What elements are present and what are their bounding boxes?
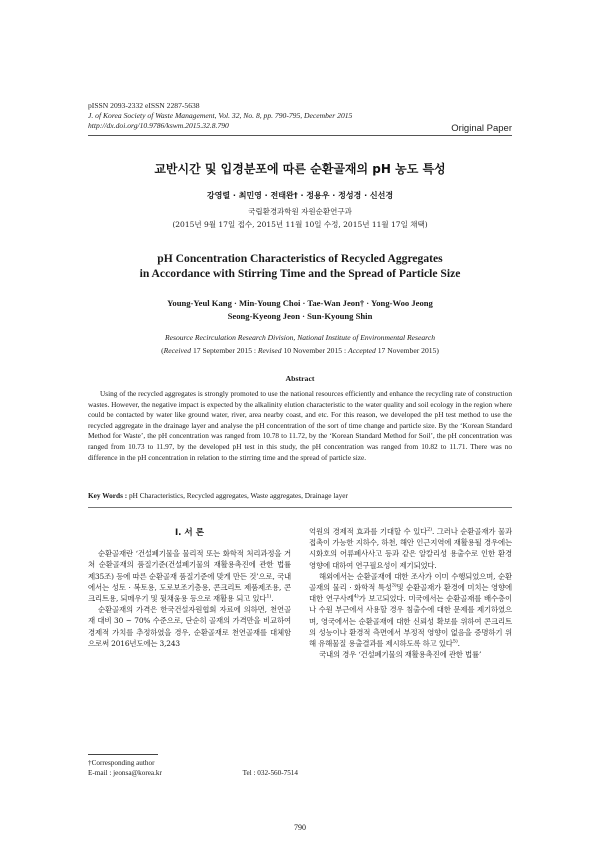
right-p2-text-a: 해외에서는 순환골재에 대한 조사가 이미 수행되었으며, 순환골재의 물리 · 화학적 특성 bbox=[309, 571, 512, 593]
footnote-divider bbox=[88, 754, 158, 755]
right-paragraph-3: 국내의 경우 ‘건설폐기물의 재활용촉진에 관한 법률’ bbox=[319, 650, 482, 660]
reference-5: 5) bbox=[452, 638, 458, 645]
received-date: 17 September 2015 : bbox=[191, 346, 258, 355]
author-email[interactable]: E-mail : jeonsa@korea.kr bbox=[88, 769, 162, 777]
abstract-body: Using of the recycled aggregates is strongly promoted to use the national resources efficiently and enhance the recycling rate of construction wastes. However, the negative impact is expected by the alkalinity elution characteristic to the water quality and soil ecology in the region where could be contacted by water like ground water, river, area nearby coast, and etc. For this reason, we developed the pH test method to use the recycled aggregate in the drainage layer and analyse the pH concentration of the sort of time change and particle size. By the ‘Korean Standard Method for Waste’, the pH concentration was ranged from 10.78 to 11.72, by the ‘Korean Standard Method for Soil’, the pH concentration was ranged from 10.73 to 11.97, by the developed pH test in this study, the pH concentration was ranged from 10.82 to 11.71. There was no difference in the pH concentration in relation to the stirring time and the spread of particle size. bbox=[88, 389, 512, 462]
right-p1-end: . 그러나 순환골재가 물과 접촉이 가능한 지하수, 하천, 해안 인근지역에 재활용될 경우에는 시화호의 어류폐사사고 등과 같은 알칼리성 용출수로 인한 환경영향에 대하여 연구필요성이 제기되었다. bbox=[309, 527, 512, 570]
right-p1-text: 억원의 경제적 효과를 기대할 수 있다 bbox=[309, 527, 428, 536]
journal-citation: J. of Korea Society of Waste Management, Vol. 32, No. 8, pp. 790-795, December 2015 bbox=[88, 111, 353, 120]
footnote bbox=[88, 758, 298, 778]
reference-3: 3) bbox=[391, 582, 397, 589]
korean-title: 교반시간 및 입경분포에 따른 순환골재의 pH 농도 특성 bbox=[154, 162, 446, 176]
reference-4: 4) bbox=[353, 593, 359, 600]
issn: pISSN 2093-2332 eISSN 2287-5638 bbox=[88, 101, 200, 110]
left-column bbox=[88, 526, 291, 649]
author-tel: Tel : 032-560-7514 bbox=[242, 769, 298, 777]
reference-2: 2) bbox=[427, 526, 432, 533]
keywords-label: Key Words : bbox=[88, 491, 128, 500]
corresponding-author: †Corresponding author bbox=[88, 759, 155, 767]
accepted-date: 17 November 2015) bbox=[375, 346, 439, 355]
english-authors-line-1: Young-Yeul Kang · Min-Young Choi · Tae-Wan Jeon† · Yong-Woo Jeong bbox=[167, 298, 433, 308]
accepted-label: Accepted bbox=[347, 346, 376, 355]
abstract-heading: Abstract bbox=[285, 374, 315, 383]
left-p1-text: 순환골재란 ‘건설폐기물을 물리적 또는 화학적 처리과정을 거쳐 순환골재의 품질기준(건설폐기물의 재활용촉진에 관한 법률 제35조) 등에 따른 순환골재 품질기준에 맞게 만든 것’으로, 국내에서는 성토 · 복토용, 도로보조기층용, 콘크리트 제품제조용, 콘크리트용, 되메우기 및 뒷채움용 등으로 재활용 되고 있다 bbox=[88, 549, 291, 604]
english-authors bbox=[0, 297, 600, 323]
doi-link[interactable]: http://dx.doi.org/10.9786/kswm.2015.32.8.790 bbox=[88, 121, 229, 130]
korean-authors: 강영렬 · 최민영 · 전태완† · 정용우 · 정성경 · 신선경 bbox=[206, 191, 394, 200]
keywords-divider bbox=[88, 507, 512, 508]
english-title-line-2: in Accordance with Stirring Time and the Spread of Particle Size bbox=[139, 267, 461, 280]
right-paragraph-1 bbox=[309, 526, 512, 571]
left-paragraph-1 bbox=[88, 548, 291, 604]
left-paragraph-2: 순환골재의 가격은 한국건설자원협회 자료에 의하면, 천연골재 대비 30 ~ 70% 수준으로, 단순히 골재의 가격만을 비교하여 경제적 가치를 추정하였을 경우, 순환골재로 천연골재를 대체함으로써 2016년도에는 3,243 bbox=[88, 605, 291, 648]
page-number: 790 bbox=[294, 823, 306, 832]
header-divider bbox=[88, 135, 512, 136]
contact-row bbox=[88, 768, 298, 778]
korean-dates: (2015년 9월 17일 접수, 2015년 11월 10일 수정, 2015년 11월 17일 채택) bbox=[172, 220, 428, 229]
english-authors-line-2: Seong-Kyeong Jeon · Sun-Kyoung Shin bbox=[227, 311, 373, 321]
right-p2-text-c: 가 보고되었다. 미국에서는 순환골재를 배수층이나 수원 부근에서 사용할 경우 침출수에 대한 문제를 제기하였으며, 영국에서는 순환골재에 대한 신뢰성 확보를 위하여 콘크리트의 성능이나 환경적 측면에서 부정적 영향이 없음을 증명하기 위해 유해물질 용출결과를 제시하도록 하고 있다 bbox=[309, 594, 512, 649]
right-paragraph-2 bbox=[309, 571, 512, 649]
reference-1: 1) bbox=[266, 593, 272, 600]
right-p2-end: . bbox=[457, 639, 460, 649]
received-label: Received bbox=[163, 346, 192, 355]
keywords bbox=[88, 491, 512, 500]
keywords-list: pH Characteristics, Recycled aggregates, Waste aggregates, Drainage layer bbox=[127, 491, 348, 500]
section-heading-introduction: I. 서 론 bbox=[174, 528, 205, 538]
revised-label: Revised bbox=[257, 346, 282, 355]
korean-affiliation: 국립환경과학원 자원순환연구과 bbox=[248, 207, 352, 216]
english-title-line-1: pH Concentration Characteristics of Recycled Aggregates bbox=[157, 252, 443, 265]
paper-type-label: Original Paper bbox=[451, 123, 512, 134]
english-title bbox=[0, 251, 600, 281]
english-dates bbox=[0, 346, 600, 355]
right-p2-text-b: 및 순환골재가 환경에 미치는 영향에 대한 연구사례 bbox=[309, 583, 512, 604]
english-affiliation: Resource Recirculation Research Division, National Institute of Environmental Research bbox=[164, 333, 435, 342]
dates-open: ( bbox=[161, 346, 164, 355]
left-p1-end: . bbox=[271, 594, 274, 604]
right-column bbox=[309, 526, 512, 660]
revised-date: 10 November 2015 : bbox=[281, 346, 348, 355]
